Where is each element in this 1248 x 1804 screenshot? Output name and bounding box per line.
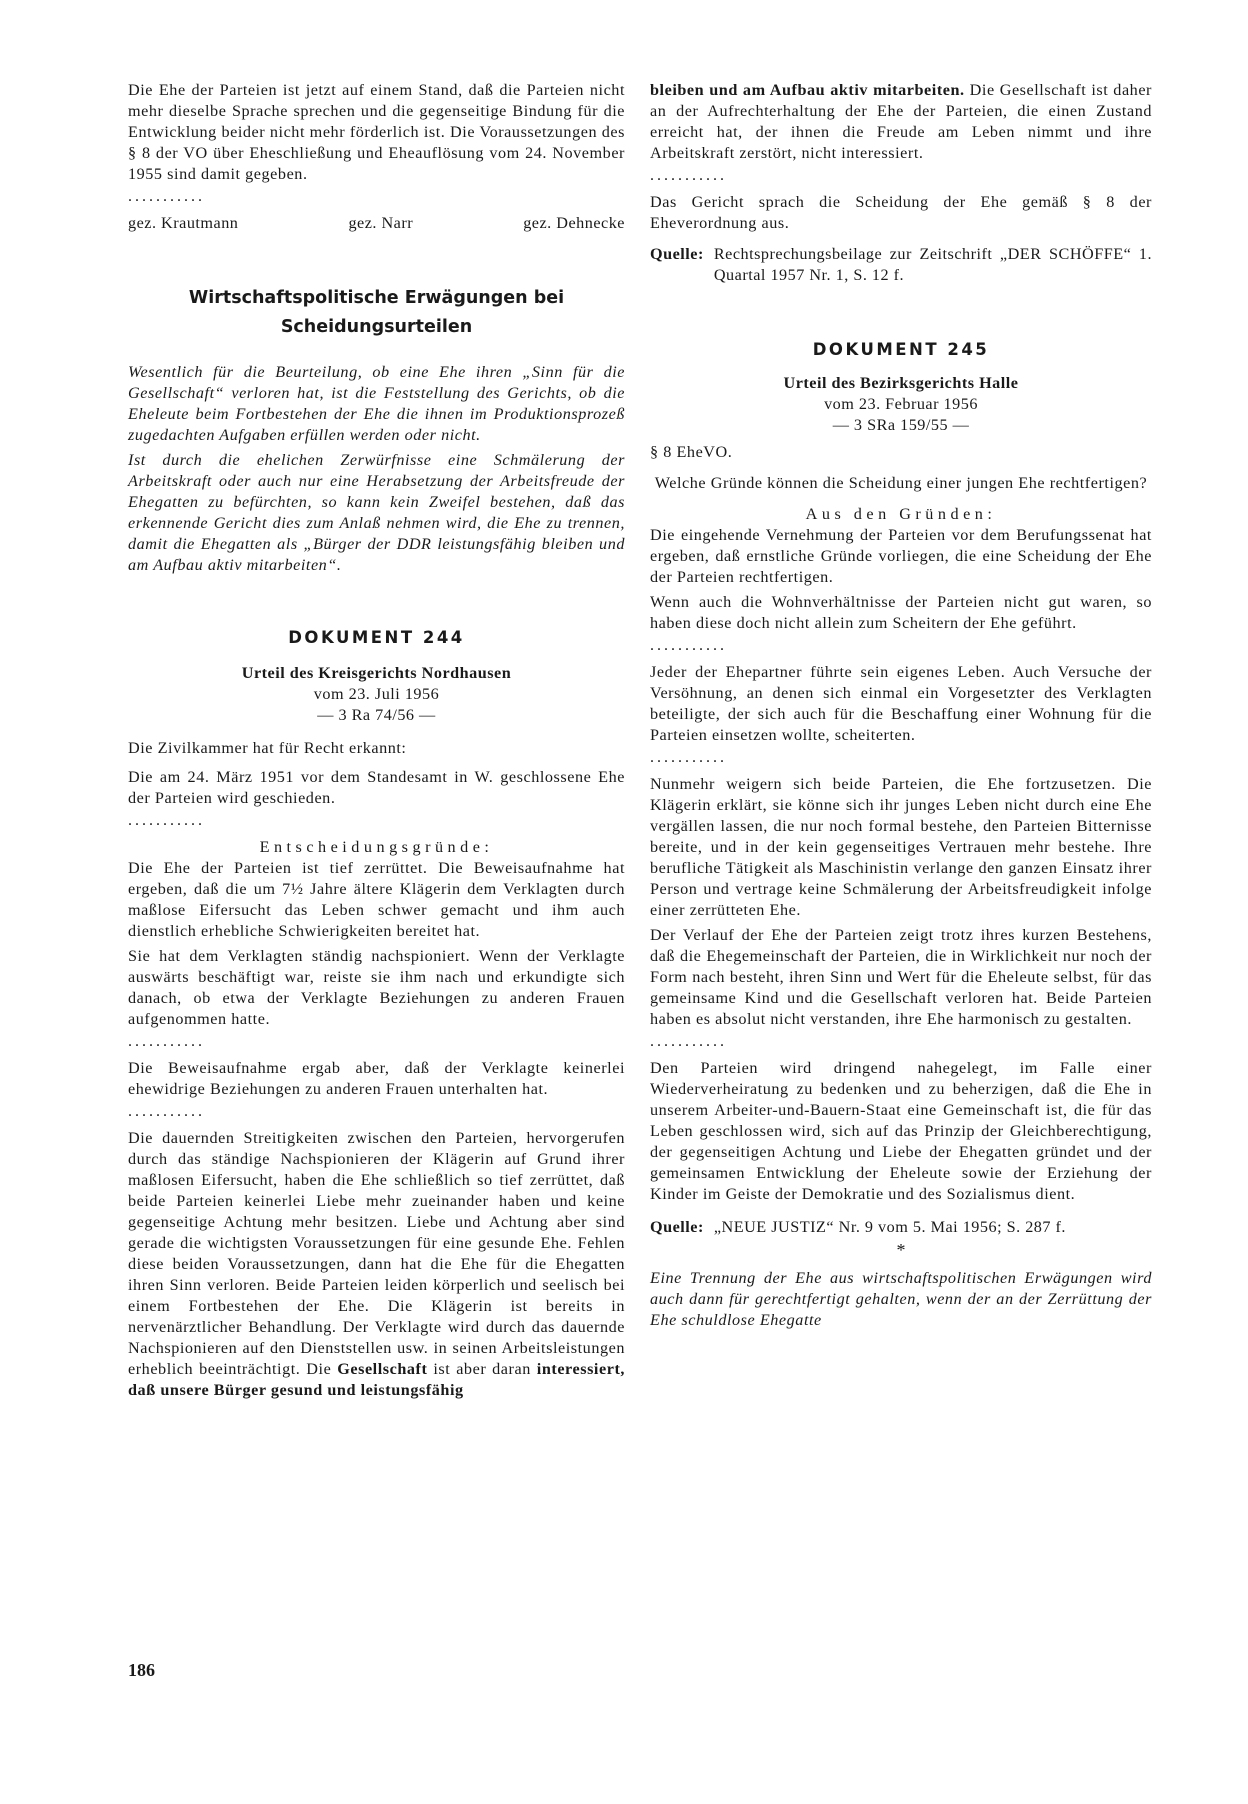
signature-dehnecke: gez. Dehnecke: [523, 214, 625, 232]
lead-paragraph-1: Wesentlich für die Beurteilung, ob eine Ehe ihren „Sinn für die Gesellschaft“ verloren hat, ist die Feststellung des Gerichts, ob die Eheleute beim Fortbestehen der Ehe die ihnen im Produktionsprozeß zugedachten Aufgaben erfüllen werden oder nicht.: [128, 363, 625, 444]
left-column: [128, 80, 625, 1401]
closing-summary: [650, 1268, 1152, 1331]
document-245-court: Urteil des Bezirksgerichts Halle: [783, 374, 1019, 392]
source-label: Quelle:: [650, 1218, 704, 1236]
document-244-court: Urteil des Kreisgerichts Nordhausen: [241, 664, 512, 682]
separator-asterisk: *: [896, 1240, 906, 1260]
reasons-paragraph-3: Jeder der Ehepartner führte sein eigenes Leben. Auch Versuche der Versöhnung, an denen sich einmal ein Vorgesetzter des Verklagten beteiligte, der sich auch für die Beschaffung einer Wohnung für die Parteien einsetzen wollte, scheiterten.: [650, 663, 1152, 744]
intro-paragraph: Die Ehe der Parteien ist jetzt auf einem Stand, daß die Parteien nicht mehr dieselbe Sprache sprechen und die gegenseitige Bindung für die Entwicklung beider nicht mehr förderlich ist. Die Voraussetzungen des § 8 der VO über Eheschließung und Eheauflösung vom 24. November 1955 sind damit gegeben.: [128, 81, 625, 183]
reasons-paragraph-4: Nunmehr weigern sich beide Parteien, die Ehe fortzusetzen. Die Klägerin erklärt, sie könne sich ihr junges Leben nicht durch eine Ehe vergällen lassen, die nur noch formal bestehe, den Parteien Bitternisse bereite, und in der kein gegenseitiges Vertrauen mehr bestehe. Ihre berufliche Tätigkeit als Maschinistin verlange den ganzen Einsatz ihrer Person und vertrage keine Schmälerung der Arbeitsfreudigkeit infolge einer zerrütteten Ehe.: [650, 775, 1152, 919]
continuation-paragraph: [650, 80, 1152, 164]
reasons-paragraph-5: Der Verlauf der Ehe der Parteien zeigt trotz ihres kurzen Bestehens, daß die Ehegemeinschaft der Parteien, die in Wirklichkeit nur noch der Form nach besteht, ihren Sinn und Wert für die Eheleute selbst, für das gemeinsame Kind und die Gesellschaft verloren hat. Beide Parteien haben es absolut nicht verstanden, ihre Ehe harmonisch zu gestalten.: [650, 926, 1152, 1028]
ruling-text: Die am 24. März 1951 vor dem Standesamt in W. geschlossene Ehe der Parteien wird geschieden.: [128, 768, 625, 807]
omission-dots: ...........: [650, 1033, 727, 1050]
document-244-date: vom 23. Juli 1956: [313, 685, 440, 703]
reasons-heading: Aus den Gründen:: [805, 505, 997, 523]
divorce-statement: Das Gericht sprach die Scheidung der Ehe gemäß § 8 der Eheverordnung aus.: [650, 193, 1152, 232]
reasons-paragraph-1: Die Ehe der Parteien ist tief zerrüttet. Die Beweisaufnahme hat ergeben, daß die um 7½ Jahre ältere Klägerin dem Verklagten durch maßlose Eifersucht das Leben schwer gemacht und ihm auch dienstlich erhebliche Schwierigkeiten bereitet hat.: [128, 859, 625, 940]
reasons-paragraph-4-mid: ist aber daran: [427, 1360, 537, 1378]
lead-summary: [128, 362, 625, 576]
reasons-heading: Entscheidungsgründe:: [259, 838, 494, 856]
reasons-paragraph-4-text: Die dauernden Streitigkeiten zwischen den Parteien, hervorgerufen durch das ständige Nachspionieren der Klägerin auf Grund ihrer maßlosen Eifersucht, haben die Ehe schließlich so tief zerrüttet, daß beide Parteien keinerlei Liebe mehr zueinander haben und keine gegenseitige Achtung mehr besitzen. Liebe und Achtung aber sind gerade die wichtigsten Voraussetzungen für eine gesunde Ehe. Fehlen diese beiden Voraussetzungen, dann hat die Ehe für die Ehegatten ihren Sinn verloren. Beide Parteien leiden körperlich und seelisch bei einem Fortbestehen der Ehe. Die Klägerin ist bereits in nervenärztlicher Behandlung. Der Verklagte wird durch das dauernde Nachspionieren auf den Dienststellen usw. in seinen Arbeitsleistungen erheblich beeinträchtigt. Die: [128, 1129, 625, 1378]
law-reference: § 8 EheVO.: [650, 443, 733, 461]
signatures: [128, 213, 625, 234]
omission-dots: ...........: [650, 637, 727, 654]
lead-paragraph-2: Ist durch die ehelichen Zerwürfnisse eine Schmälerung der Arbeitskraft oder auch nur eine Herabsetzung der Arbeitsfreude der Ehegatten zu befürchten, so kann kein Zweifel bestehen, daß das erkennende Gericht dies zum Anlaß nehmen wird, die Ehe zu trennen, damit die Ehegatten als „Bürger der DDR leistungsfähig bleiben und am Aufbau aktiv mitarbeiten“.: [128, 451, 625, 574]
document-245-title: DOKUMENT 245: [812, 340, 990, 359]
reasons-paragraph-2: Wenn auch die Wohnverhältnisse der Parteien nicht gut waren, so haben diese doch nicht allein zum Scheitern der Ehe geführt.: [650, 593, 1152, 632]
document-245-date: vom 23. Februar 1956: [824, 395, 978, 413]
emphasis-society: Gesellschaft: [337, 1360, 428, 1378]
signature-krautmann: gez. Krautmann: [128, 214, 239, 232]
emphasis-remain: bleiben und am Aufbau aktiv mitarbeiten.: [650, 81, 965, 99]
signature-narr: gez. Narr: [348, 214, 414, 232]
omission-dots: ...........: [650, 167, 727, 184]
document-244-title: DOKUMENT 244: [288, 628, 465, 647]
omission-dots: ...........: [128, 1033, 205, 1050]
source-citation-2: [650, 1217, 1152, 1238]
reasons-paragraph-3: Die Beweisaufnahme ergab aber, daß der Verklagte keinerlei ehewidrige Beziehungen zu anderen Frauen unterhalten hat.: [128, 1059, 625, 1098]
source-text: „NEUE JUSTIZ“ Nr. 9 vom 5. Mai 1956; S. 287 f.: [713, 1218, 1066, 1236]
right-column: [650, 80, 1152, 1331]
reasons-paragraph-6: Den Parteien wird dringend nahegelegt, im Falle einer Wiederverheiratung zu bedenken und zu beherzigen, daß die Ehe in unserem Arbeiter-und-Bauern-Staat eine Gemeinschaft ist, die für das Leben geschlossen wird, sich auf das Prinzip der Gleichberechtigung, der gegenseitigen Achtung und Liebe der Ehegatten gründet und der gemeinsamen Entwicklung der Eheleute sowie der Erziehung der Kinder im Geiste der Demokratie und des Sozialismus dient.: [650, 1059, 1152, 1203]
reasons-paragraph-2: Sie hat dem Verklagten ständig nachspioniert. Wenn der Verklagte auswärts beschäftigt war, reiste sie ihm nach und erkundigte sich danach, ob etwa der Verklagte Beziehungen zu anderen Frauen aufgenommen hatte.: [128, 947, 625, 1028]
source-text: Rechtsprechungsbeilage zur Zeitschrift „DER SCHÖFFE“ 1. Quartal 1957 Nr. 1, S. 12 f.: [713, 245, 1152, 284]
section-heading-line2: Scheidungsurteilen: [280, 317, 473, 337]
section-heading: [128, 284, 625, 342]
closing-paragraph: Eine Trennung der Ehe aus wirtschaftspolitischen Erwägungen wird auch dann für gerechtfertigt gehalten, wenn der an der Zerrüttung der Ehe schuldlose Ehegatte: [650, 1269, 1152, 1329]
omission-dots: ...........: [128, 1103, 205, 1120]
continuation-text: Die Gesellschaft ist daher an der Aufrechterhaltung der Ehe der Parteien, die einen Zustand erreicht hat, der ihnen die Freude am Leben nimmt und ihre Arbeitskraft zerstört, nicht interessiert.: [650, 81, 1152, 162]
section-heading-line1: Wirtschaftspolitische Erwägungen bei: [188, 288, 565, 308]
ruling-intro: Die Zivilkammer hat für Recht erkannt:: [128, 739, 407, 757]
guiding-question: Welche Gründe können die Scheidung einer jungen Ehe rechtfertigen?: [654, 474, 1148, 492]
document-245-reference: — 3 SRa 159/55 —: [832, 416, 970, 434]
omission-dots: ...........: [128, 188, 205, 205]
reasons-paragraph-4: [128, 1128, 625, 1401]
source-label: Quelle:: [650, 245, 704, 263]
source-citation-1: [650, 244, 1152, 286]
document-244-reference: — 3 Ra 74/56 —: [317, 706, 436, 724]
omission-dots: ...........: [128, 812, 205, 829]
page-number: 186: [128, 1660, 155, 1680]
omission-dots: ...........: [650, 749, 727, 766]
reasons-paragraph-1: Die eingehende Vernehmung der Parteien vor dem Berufungssenat hat ergeben, daß ernstliche Gründe vorliegen, die eine Scheidung der Ehe der Parteien rechtfertigen.: [650, 526, 1152, 586]
emphasis-interested: interessiert, daß unsere Bürger gesund und leistungsfähig: [128, 1360, 625, 1399]
